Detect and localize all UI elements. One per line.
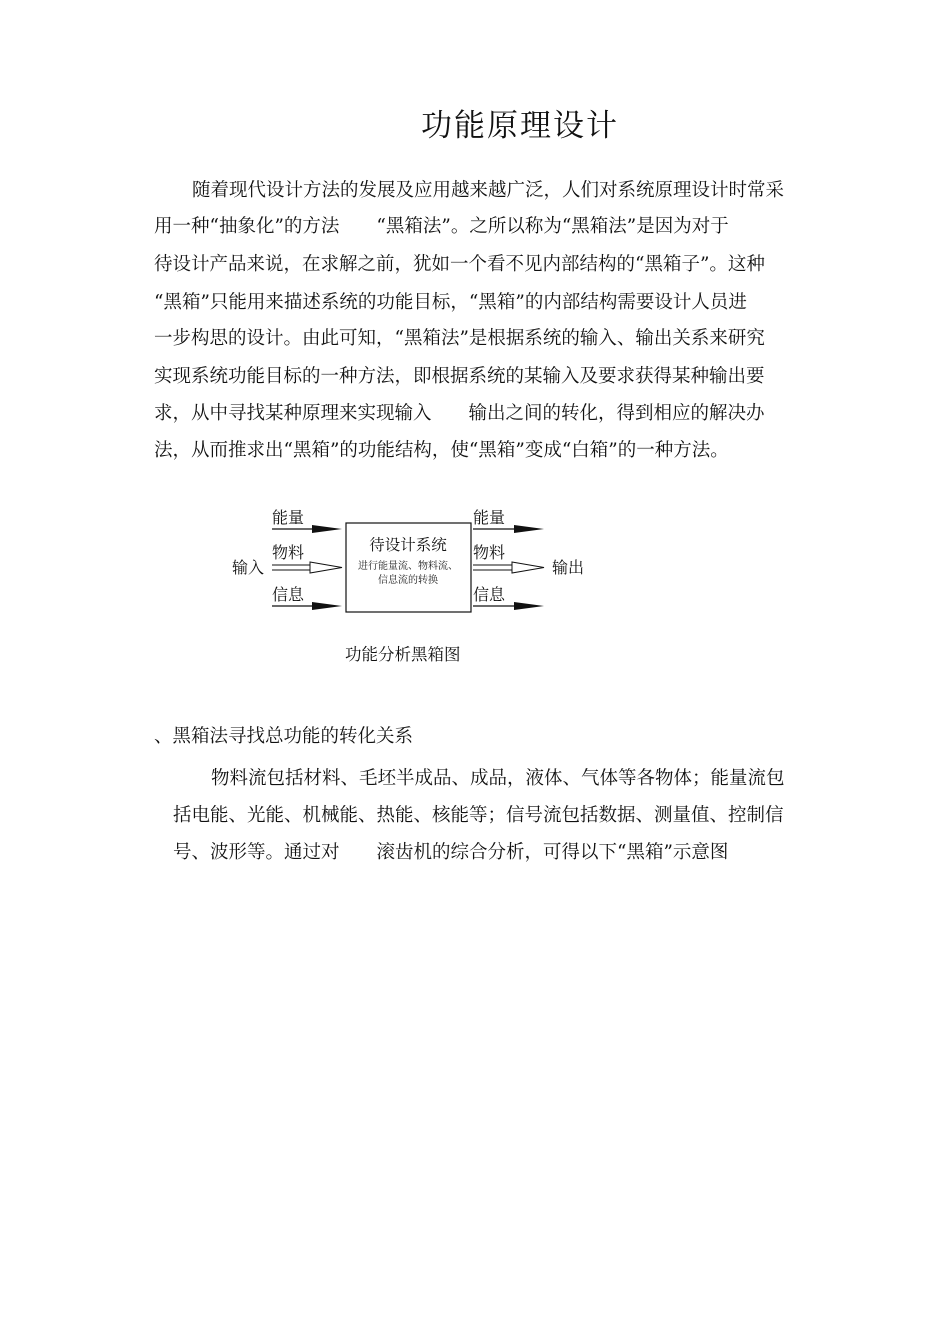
intro-line-6: 实现系统功能目标的一种方法，即根据系统的某输入及要求获得某种输出要 — [154, 366, 765, 387]
section-line-1: 物料流包括材料、毛坯半成品、成品，液体、气体等各物体；能量流包 — [211, 768, 785, 789]
box-subtitle-1: 进行能量流、物料流、 — [358, 561, 458, 572]
intro-line-8: 法，从而推求出“黑箱”的功能结构，使“黑箱”变成“白箱”的一种方法。 — [154, 440, 729, 461]
diagram-caption: 功能分析黑箱图 — [345, 645, 461, 664]
intro-line-4: “黑箱”只能用来描述系统的功能目标，“黑箱”的内部结构需要设计人员进 — [154, 292, 747, 313]
page-title: 功能原理设计 — [421, 108, 619, 144]
right-material-arrow — [473, 562, 544, 573]
input-label: 输入 — [232, 558, 265, 577]
left-flow-info-label: 信息 — [272, 585, 305, 604]
intro-line-2: 用一种“抽象化”的方法 “黑箱法”。之所以称为“黑箱法”是因为对于 — [154, 216, 729, 237]
right-flow-energy-label: 能量 — [473, 508, 506, 527]
box-subtitle-2: 信息流的转换 — [378, 575, 438, 586]
intro-line-7: 求，从中寻找某种原理来实现输入 输出之间的转化，得到相应的解决办 — [154, 403, 765, 424]
left-material-arrow — [272, 562, 342, 573]
box-title: 待设计系统 — [369, 536, 447, 554]
section-line-2: 括电能、光能、机械能、热能、核能等；信号流包括数据、测量值、控制信 — [173, 805, 784, 826]
black-box-diagram — [226, 496, 606, 626]
right-flow-info-label: 信息 — [473, 585, 506, 604]
section-line-3: 号、波形等。通过对 滚齿机的综合分析，可得以下“黑箱”示意图 — [173, 842, 729, 863]
intro-line-3: 待设计产品来说，在求解之前，犹如一个看不见内部结构的“黑箱子”。这种 — [154, 254, 765, 275]
intro-line-1: 随着现代设计方法的发展及应用越来越广泛，人们对系统原理设计时常采 — [192, 180, 785, 201]
left-flow-material-label: 物料 — [272, 543, 305, 562]
left-flow-energy-label: 能量 — [272, 508, 305, 527]
output-label: 输出 — [552, 558, 585, 577]
right-flow-material-label: 物料 — [473, 543, 506, 562]
intro-line-5: 一步构思的设计。由此可知，“黑箱法”是根据系统的输入、输出关系来研究 — [154, 328, 765, 349]
section-heading: 、黑箱法寻找总功能的转化关系 — [154, 726, 414, 747]
